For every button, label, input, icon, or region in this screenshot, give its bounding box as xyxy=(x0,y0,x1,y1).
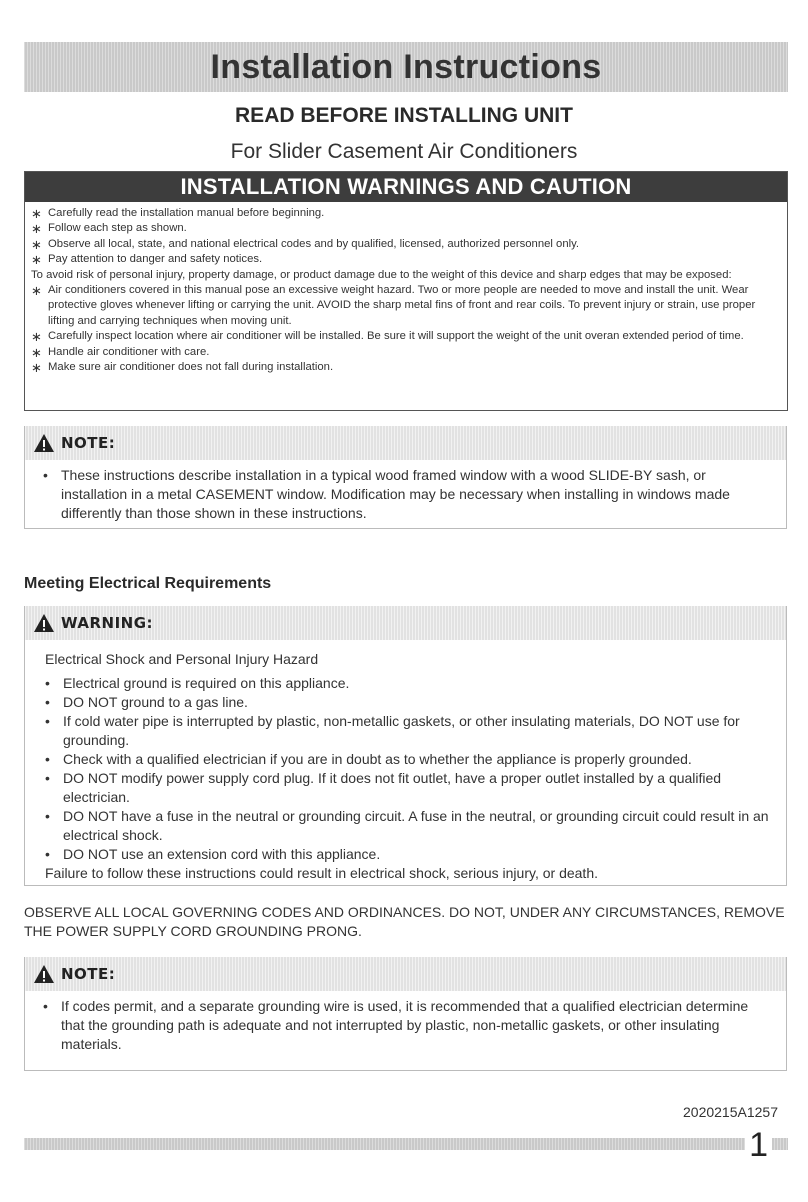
list-item xyxy=(45,807,774,845)
note-box-grounding xyxy=(24,957,787,1071)
asterisk-bullet-icon: ∗ xyxy=(31,252,42,268)
warning-item xyxy=(31,345,779,360)
warning-item-text: Pay attention to danger and safety notices. xyxy=(48,253,263,266)
list-item-text: DO NOT have a fuse in the neutral or grounding circuit. A fuse in the neutral, or grounding circuit could result in an electrical shock. xyxy=(63,808,769,843)
bullet-icon: • xyxy=(45,770,50,786)
list-item-text: These instructions describe installation in a typical wood framed window with a wood SLIDE-BY sash, or installation in a metal CASEMENT window. Modification may be necessary when installing in windows made differently than those shown in these instructions. xyxy=(61,467,730,521)
electrical-hazard-closing: Failure to follow these instructions could result in electrical shock, serious injury, or death. xyxy=(45,865,598,881)
list-item xyxy=(37,466,774,523)
page-number: 1 xyxy=(745,1126,772,1164)
list-item xyxy=(45,750,774,769)
asterisk-bullet-icon: ∗ xyxy=(31,344,42,360)
list-item xyxy=(45,769,774,807)
warning-item-text: Follow each step as shown. xyxy=(48,222,187,235)
warning-label: WARNING: xyxy=(61,614,154,632)
warning-item xyxy=(31,329,779,344)
bullet-icon: • xyxy=(45,751,50,767)
document-number: 2020215A1257 xyxy=(683,1104,778,1120)
note-box-window-type xyxy=(24,426,787,529)
page-title: Installation Instructions xyxy=(210,47,602,86)
warning-item xyxy=(31,221,779,236)
note-header xyxy=(25,957,786,991)
bullet-icon: • xyxy=(45,808,50,824)
warning-triangle-icon xyxy=(33,613,55,633)
list-item xyxy=(45,845,774,864)
warning-item xyxy=(31,237,779,252)
list-item-text: Check with a qualified electrician if you are in doubt as to whether the appliance is properly grounded. xyxy=(63,751,692,767)
installation-warnings-heading: INSTALLATION WARNINGS AND CAUTION xyxy=(25,172,787,202)
warning-item-text: Observe all local, state, and national electrical codes and by qualified, licensed, authorized personnel only. xyxy=(48,237,580,250)
warning-header xyxy=(25,606,786,640)
list-item-text: If cold water pipe is interrupted by plastic, non-metallic gaskets, or other insulating materials, DO NOT use for grounding. xyxy=(63,713,740,748)
warning-item xyxy=(31,360,779,375)
warning-item-text: Air conditioners covered in this manual pose an excessive weight hazard. Two or more people are needed to move and install the unit. Wear protective gloves whenever lifting or carrying the unit. AVOID the sharp metal fins of front and rear coils. To prevent injury or strain, use proper lifting and carrying techniques when moving unit. xyxy=(48,284,756,327)
asterisk-bullet-icon: ∗ xyxy=(31,221,42,237)
bullet-icon: • xyxy=(43,998,48,1014)
bullet-icon: • xyxy=(45,846,50,862)
note-list xyxy=(25,460,786,531)
warning-item-text: To avoid risk of personal injury, property damage, or product damage due to the weight of this device and sharp edges that may be exposed: xyxy=(31,268,732,281)
bullet-icon: • xyxy=(45,675,50,691)
warning-item xyxy=(31,268,779,283)
warning-triangle-icon xyxy=(33,433,55,453)
electrical-warning-list xyxy=(45,674,774,864)
note-label: NOTE: xyxy=(61,434,116,452)
read-before-heading: READ BEFORE INSTALLING UNIT xyxy=(235,104,573,127)
list-item xyxy=(45,674,774,693)
warning-item-text: Make sure air conditioner does not fall during installation. xyxy=(48,361,334,374)
list-item xyxy=(45,693,774,712)
asterisk-bullet-icon: ∗ xyxy=(31,236,42,252)
list-item-text: DO NOT modify power supply cord plug. If it does not fit outlet, have a proper outlet installed by a qualified electrician. xyxy=(63,770,722,805)
warning-item xyxy=(31,206,779,221)
installation-warnings-box xyxy=(24,171,788,411)
electrical-section-title: Meeting Electrical Requirements xyxy=(24,575,272,592)
electrical-hazard-intro: Electrical Shock and Personal Injury Hazard xyxy=(45,651,319,667)
installation-warnings-list xyxy=(25,202,787,375)
asterisk-bullet-icon: ∗ xyxy=(31,329,42,345)
bullet-icon: • xyxy=(45,713,50,729)
page-subtitle: For Slider Casement Air Conditioners xyxy=(230,140,578,163)
note-label: NOTE: xyxy=(61,965,116,983)
title-banner xyxy=(24,42,788,92)
warning-item-text: Handle air conditioner with care. xyxy=(48,345,210,358)
warning-triangle-icon xyxy=(33,964,55,984)
electrical-warning-body xyxy=(25,640,786,883)
note-list xyxy=(25,991,786,1062)
observe-codes-notice: OBSERVE ALL LOCAL GOVERNING CODES AND ORDINANCES. DO NOT, UNDER ANY CIRCUMSTANCES, REMOVE THE POWER SUPPLY CORD GROUNDING PRONG. xyxy=(24,904,785,939)
warning-item-text: Carefully read the installation manual before beginning. xyxy=(48,207,325,219)
asterisk-bullet-icon: ∗ xyxy=(31,206,42,221)
list-item-text: DO NOT ground to a gas line. xyxy=(63,694,248,710)
warning-item xyxy=(31,283,779,329)
warning-item xyxy=(31,252,779,267)
footer-bar xyxy=(24,1138,788,1150)
asterisk-bullet-icon: ∗ xyxy=(31,283,42,299)
asterisk-bullet-icon: ∗ xyxy=(31,360,42,376)
list-item-text: Electrical ground is required on this appliance. xyxy=(63,675,350,691)
list-item xyxy=(37,997,774,1054)
warning-item-text: Carefully inspect location where air conditioner will be installed. Be sure it will support the weight of the unit overan extended period of time. xyxy=(48,330,744,343)
note-header xyxy=(25,426,786,460)
list-item-text: DO NOT use an extension cord with this appliance. xyxy=(63,846,381,862)
list-item xyxy=(45,712,774,750)
list-item-text: If codes permit, and a separate grounding wire is used, it is recommended that a qualified electrician determine that the grounding path is adequate and not interrupted by plastic, non-metallic gaskets, or other insulating materials. xyxy=(61,998,749,1052)
bullet-icon: • xyxy=(43,467,48,483)
electrical-warning-box xyxy=(24,606,787,886)
bullet-icon: • xyxy=(45,694,50,710)
